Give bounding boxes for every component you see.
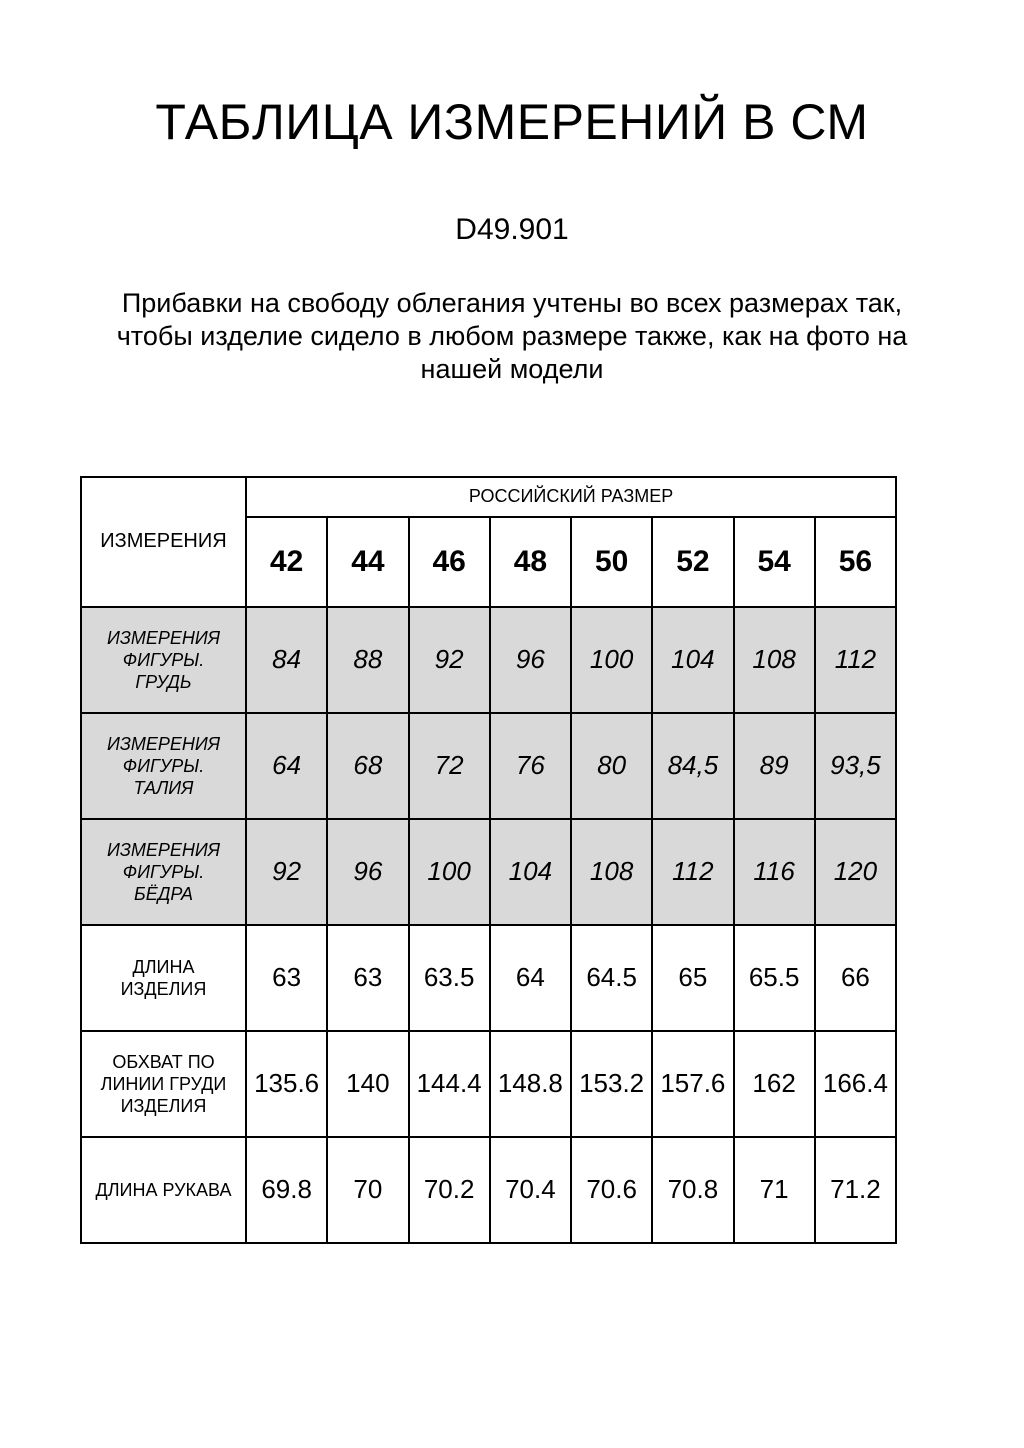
table-row: [81, 1137, 896, 1243]
size-value-cell: 120: [815, 819, 896, 925]
size-value-cell: 104: [652, 607, 733, 713]
size-header-cell: 44: [327, 517, 408, 607]
size-value-cell: 100: [409, 819, 490, 925]
row-label: ДЛИНА РУКАВА: [81, 1137, 246, 1243]
size-value-cell: 100: [571, 607, 652, 713]
size-table-body: [81, 607, 896, 1243]
size-value-cell: 88: [327, 607, 408, 713]
row-label: ДЛИНА ИЗДЕЛИЯ: [81, 925, 246, 1031]
size-value-cell: 63: [327, 925, 408, 1031]
row-label: ИЗМЕРЕНИЯ ФИГУРЫ. БЁДРА: [81, 819, 246, 925]
size-table-header: [81, 477, 896, 607]
size-value-cell: 157.6: [652, 1031, 733, 1137]
size-value-cell: 93,5: [815, 713, 896, 819]
size-header-cell: 50: [571, 517, 652, 607]
size-value-cell: 66: [815, 925, 896, 1031]
size-header-cell: 48: [490, 517, 571, 607]
size-value-cell: 70.4: [490, 1137, 571, 1243]
size-table: [80, 476, 897, 1244]
size-value-cell: 166.4: [815, 1031, 896, 1137]
table-row: [81, 925, 896, 1031]
size-header-cell: 52: [652, 517, 733, 607]
size-value-cell: 64: [246, 713, 327, 819]
size-value-cell: 63.5: [409, 925, 490, 1031]
size-value-cell: 144.4: [409, 1031, 490, 1137]
size-value-cell: 108: [571, 819, 652, 925]
size-group-header-cell: РОССИЙСКИЙ РАЗМЕР: [246, 477, 896, 517]
row-label: ОБХВАТ ПО ЛИНИИ ГРУДИ ИЗДЕЛИЯ: [81, 1031, 246, 1137]
size-value-cell: 70.6: [571, 1137, 652, 1243]
size-value-cell: 108: [734, 607, 815, 713]
size-value-cell: 70.2: [409, 1137, 490, 1243]
table-row: [81, 819, 896, 925]
size-value-cell: 65.5: [734, 925, 815, 1031]
group-header-row: [81, 477, 896, 517]
size-value-cell: 116: [734, 819, 815, 925]
size-value-cell: 72: [409, 713, 490, 819]
size-value-cell: 112: [652, 819, 733, 925]
size-value-cell: 76: [490, 713, 571, 819]
size-value-cell: 84: [246, 607, 327, 713]
measurements-header-cell: ИЗМЕРЕНИЯ: [81, 477, 246, 607]
page-title: ТАБЛИЦА ИЗМЕРЕНИЙ В СМ: [155, 94, 869, 150]
size-value-cell: 92: [246, 819, 327, 925]
row-label: ИЗМЕРЕНИЯ ФИГУРЫ. ТАЛИЯ: [81, 713, 246, 819]
size-header-cell: 46: [409, 517, 490, 607]
size-value-cell: 84,5: [652, 713, 733, 819]
size-value-cell: 70: [327, 1137, 408, 1243]
size-value-cell: 104: [490, 819, 571, 925]
size-value-cell: 80: [571, 713, 652, 819]
size-header-cell: 54: [734, 517, 815, 607]
size-value-cell: 89: [734, 713, 815, 819]
size-value-cell: 71: [734, 1137, 815, 1243]
size-value-cell: 64: [490, 925, 571, 1031]
size-value-cell: 70.8: [652, 1137, 733, 1243]
row-label: ИЗМЕРЕНИЯ ФИГУРЫ. ГРУДЬ: [81, 607, 246, 713]
table-row: [81, 713, 896, 819]
size-value-cell: 65: [652, 925, 733, 1031]
size-value-cell: 153.2: [571, 1031, 652, 1137]
size-value-cell: 135.6: [246, 1031, 327, 1137]
size-value-cell: 162: [734, 1031, 815, 1137]
size-value-cell: 92: [409, 607, 490, 713]
size-value-cell: 68: [327, 713, 408, 819]
size-value-cell: 112: [815, 607, 896, 713]
size-value-cell: 64.5: [571, 925, 652, 1031]
size-header-cell: 42: [246, 517, 327, 607]
model-code: D49.901: [455, 212, 569, 246]
size-value-cell: 148.8: [490, 1031, 571, 1137]
fit-note: Прибавки на свободу облегания учтены во всех размерах так, чтобы изделие сидело в любом размере также, как на фото на нашей модели: [116, 287, 908, 384]
size-value-cell: 96: [490, 607, 571, 713]
size-value-cell: 140: [327, 1031, 408, 1137]
size-value-cell: 69.8: [246, 1137, 327, 1243]
size-value-cell: 71.2: [815, 1137, 896, 1243]
table-row: [81, 1031, 896, 1137]
table-row: [81, 607, 896, 713]
size-value-cell: 96: [327, 819, 408, 925]
size-header-cell: 56: [815, 517, 896, 607]
size-value-cell: 63: [246, 925, 327, 1031]
